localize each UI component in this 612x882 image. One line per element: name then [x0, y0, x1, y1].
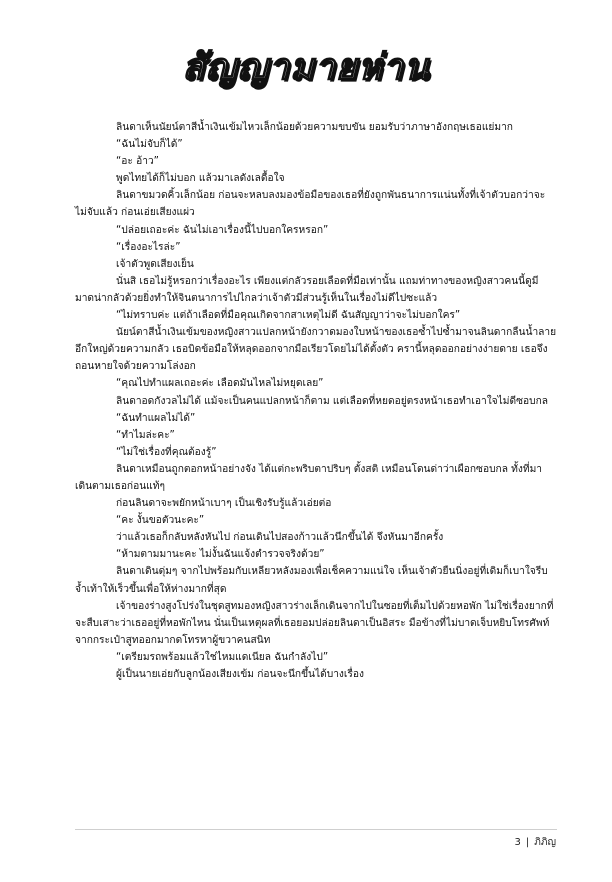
paragraph-9: นั่นสิ เธอไม่รู้หรอกว่าเรื่องอะไร เพียงแต่กลัวรอยเลือดที่มือเท่านั้น แถมท่าทางของหญิงสาวคนนี้ดูมีมาดน่ากลัวด้วยยิ่งทำให้จินตนาการไปไกลว่าเจ้าตัวมีส่วนรู้เห็นในเรื่องไม่ดีไปซะแล้ว	[75, 275, 539, 304]
paragraph-25: ผู้เป็นนายเอ่ยกับลูกน้องเสียงเข้ม ก่อนจะนึกขึ้นได้บางเรื่อง	[116, 669, 364, 680]
paragraph-12: “คุณไปทำแผลเถอะค่ะ เลือดมันไหลไม่หยุดเลย”	[116, 378, 324, 390]
paragraph-13: ลินดาอดกังวลไม่ได้ แม้จะเป็นคนแปลกหน้าก็ตาม แต่เลือดที่หยดอยู่ตรงหน้าเธอทำเอาใจไม่ดีซอบกล	[116, 395, 549, 407]
paragraph-8: เจ้าตัวพูดเสียงเย็น	[116, 258, 194, 270]
paragraph-19: “คะ งั้นขอตัวนะคะ”	[116, 515, 205, 527]
paragraph-11: นัยน์ตาสีน้ำเงินเข้มของหญิงสาวแปลกหน้ายังกวาดมองใบหน้าของเธอซ้ำไปซ้ำมาจนลินดากลืนน้ำลายอึกใหญ่ด้วยความกลัว เธอบิดข้อมือให้หลุดออกจากมือเรียวโดยไม่ได้ตั้งตัว ครานี้หลุดออกอย่างง่ายดาย เธอจึงถอนหายใจด้วยความโล่งอก	[75, 327, 557, 373]
paragraph-23: เจ้าของร่างสูงโปร่งในชุดสูทมองหญิงสาวร่างเล็กเดินจากไปในซอยที่เต็มไปด้วยหอพัก ไม่ใช่เรื่องยากที่จะสืบเสาะว่าเธออยู่ที่หอพักไหน นั่นเป็นเหตุผลที่เธอยอมปล่อยลินดาเป็นอิสระ มือข้างที่ไม่บาดเจ็บหยิบโทรศัพท์จากกระเป๋าสูทออกมากดโทรหาผู้ขวาคนสนิท	[75, 600, 554, 646]
paragraph-20: ว่าแล้วเธอก็กลับหลังหันไป ก่อนเดินไปสองก้าวแล้วนึกขึ้นได้ จึงหันมาอีกครั้ง	[116, 532, 444, 544]
story-body	[75, 119, 557, 683]
footer-separator: |	[525, 837, 530, 848]
paragraph-2: “ฉันไม่จับก็ได้”	[116, 139, 183, 151]
paragraph-24: “เตรียมรถพร้อมแล้วใช่ไหมแดเนียล ฉันกำลังไป”	[116, 651, 329, 663]
paragraph-17: ลินดาเหมือนถูกตอกหน้าอย่างจัง ได้แต่กะพริบตาปริบๆ ตั้งสติ เหมือนโดนด่าว่าเผือกซอบกล ทั้งที่มาเดินตามเธอก่อนแท้ๆ	[75, 463, 543, 492]
paragraph-14: “ฉันทำแผลไม่ได้”	[116, 412, 196, 424]
paragraph-18: ก่อนลินดาจะพยักหน้าเบาๆ เป็นเชิงรับรู้แล้วเอ่ยต่อ	[116, 498, 332, 510]
paragraph-22: ลินดาเดินดุ่มๆ จากไปพร้อมกับเหลียวหลังมองเพื่อเช็คความแน่ใจ เห็นเจ้าตัวยืนนิ่งอยู่ที่เดิมก็เบาใจรีบจ้ำเท้าให้เร็วขึ้นเพื่อให้ห่างมากที่สุด	[75, 566, 548, 595]
paragraph-7: “เรื่องอะไรล่ะ”	[116, 241, 181, 253]
paragraph-6: “ปล่อยเถอะค่ะ ฉันไม่เอาเรื่องนี้ไปบอกใครหรอก”	[116, 224, 329, 236]
paragraph-15: “ทำไมล่ะคะ”	[116, 429, 175, 441]
footer-divider	[75, 829, 557, 830]
page-number: 3	[514, 837, 521, 848]
paragraph-16: “ไม่ใช่เรื่องที่คุณต้องรู้”	[116, 446, 217, 458]
author-name: ภิภิญ	[534, 837, 556, 848]
paragraph-21: “ห้ามตามมานะคะ ไม่งั้นฉันแจ้งตำรวจจริงด้วย”	[116, 549, 325, 561]
paragraph-3: “อะ อ้าว”	[116, 156, 159, 168]
page-title: สัญญามายห่าน	[182, 46, 430, 88]
paragraph-5: ลินดาขมวดคิ้วเล็กน้อย ก่อนจะหลบลงมองข้อมือของเธอที่ยังถูกพันธนาการแน่นทั้งที่เจ้าตัวบอกว่าจะไม่จับแล้ว ก่อนเอ่ยเสียงแผ่ว	[75, 190, 546, 219]
paragraph-4: พูดไทยได้ก็ไม่บอก แล้วมาเลดังเลดื้อใจ	[116, 173, 285, 185]
paragraph-10: “ไม่ทราบค่ะ แต่ถ้าเลือดที่มือคุณเกิดจากสาเหตุไม่ดี ฉันสัญญาว่าจะไม่บอกใคร”	[116, 310, 461, 322]
page-footer	[515, 835, 556, 850]
paragraph-1: ลินดาเห็นนัยน์ตาสีน้ำเงินเข้มไหวเล็กน้อยด้วยความขบขัน ยอมรับว่าภาษาอังกฤษเธอแย่มาก	[116, 122, 513, 133]
